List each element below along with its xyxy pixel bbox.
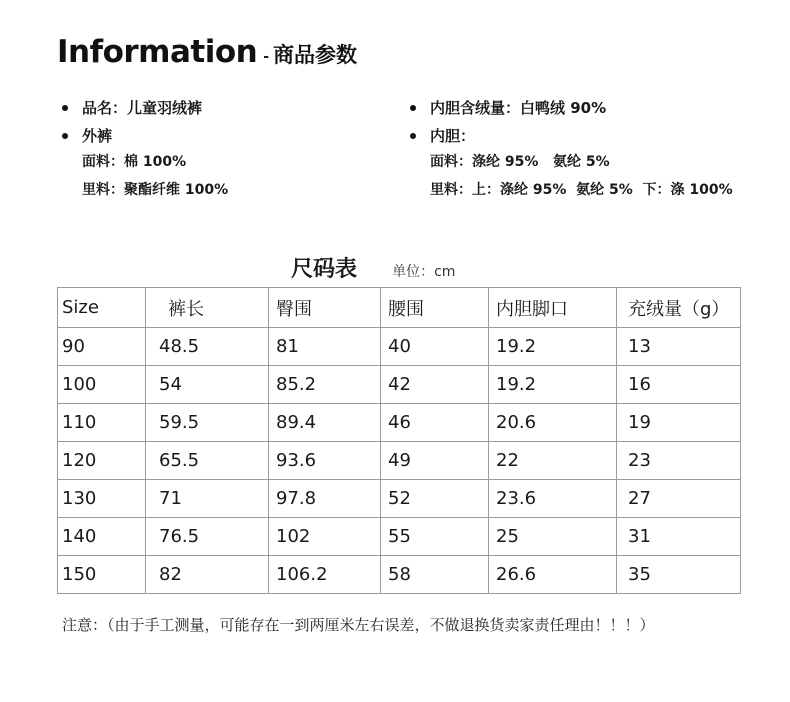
inner-fabric: 面料：涤纶 95% 氨纶 5% — [430, 154, 610, 170]
table-cell: 52 — [381, 480, 489, 518]
table-cell: 89.4 — [269, 404, 381, 442]
header-cell: 臀围 — [269, 288, 381, 328]
info-item-outer — [62, 122, 228, 150]
header-cell: 内胆脚口 — [489, 288, 617, 328]
table-cell: 40 — [381, 328, 489, 366]
table-cell: 120 — [58, 442, 146, 480]
info-left-column — [62, 94, 228, 206]
table-cell: 42 — [381, 366, 489, 404]
table-cell: 20.6 — [489, 404, 617, 442]
table-cell: 35 — [617, 556, 741, 594]
inner-text: 内胆： — [430, 127, 476, 145]
table-cell: 26.6 — [489, 556, 617, 594]
down-content-text: 内胆含绒量：白鸭绒 90% — [430, 99, 607, 117]
disclaimer-note: 注意：（由于手工测量，可能存在一到两厘米左右误差，不做退换货卖家责任理由！！！） — [62, 616, 655, 634]
info-item-down-content — [410, 94, 733, 122]
table-cell: 23.6 — [489, 480, 617, 518]
table-cell: 19.2 — [489, 366, 617, 404]
table-cell: 100 — [58, 366, 146, 404]
table-cell: 13 — [617, 328, 741, 366]
table-cell: 16 — [617, 366, 741, 404]
table-cell: 19 — [617, 404, 741, 442]
table-cell: 102 — [269, 518, 381, 556]
table-row — [58, 556, 741, 594]
table-cell: 85.2 — [269, 366, 381, 404]
table-cell: 59.5 — [146, 404, 269, 442]
header-cell: 腰围 — [381, 288, 489, 328]
table-cell: 140 — [58, 518, 146, 556]
table-cell: 55 — [381, 518, 489, 556]
table-cell: 81 — [269, 328, 381, 366]
table-row — [58, 404, 741, 442]
table-cell: 25 — [489, 518, 617, 556]
info-item-product-name — [62, 94, 228, 122]
size-table — [57, 287, 741, 594]
table-cell: 49 — [381, 442, 489, 480]
table-cell: 58 — [381, 556, 489, 594]
info-item-inner — [410, 122, 733, 150]
table-cell: 130 — [58, 480, 146, 518]
page-title — [57, 34, 357, 70]
table-cell: 150 — [58, 556, 146, 594]
table-cell: 19.2 — [489, 328, 617, 366]
table-cell: 46 — [381, 404, 489, 442]
outer-fabric: 面料：棉 100% — [82, 154, 187, 170]
title-chinese: 商品参数 — [273, 43, 358, 67]
table-cell: 71 — [146, 480, 269, 518]
table-cell: 97.8 — [269, 480, 381, 518]
table-row — [58, 480, 741, 518]
size-chart-title: 尺码表 — [291, 257, 358, 282]
table-cell: 82 — [146, 556, 269, 594]
header-cell: 充绒量（g） — [617, 288, 741, 328]
bullet-icon — [62, 133, 68, 139]
table-header-row — [58, 288, 741, 328]
inner-lining: 里料：上：涤纶 95% 氨纶 5% 下：涤 100% — [430, 182, 733, 198]
size-chart-unit: 单位：cm — [392, 264, 456, 280]
product-name-text: 品名：儿童羽绒裤 — [82, 99, 203, 117]
table-cell: 31 — [617, 518, 741, 556]
table-row — [58, 442, 741, 480]
header-cell: 裤长 — [146, 288, 269, 328]
table-cell: 54 — [146, 366, 269, 404]
bullet-icon — [410, 105, 416, 111]
outer-text: 外裤 — [82, 127, 113, 145]
title-english: Information — [57, 34, 258, 70]
outer-lining: 里料：聚酯纤维 100% — [82, 182, 229, 198]
table-row — [58, 366, 741, 404]
table-cell: 48.5 — [146, 328, 269, 366]
table-cell: 22 — [489, 442, 617, 480]
info-right-column — [410, 94, 733, 206]
table-cell: 106.2 — [269, 556, 381, 594]
table-cell: 76.5 — [146, 518, 269, 556]
table-cell: 27 — [617, 480, 741, 518]
table-cell: 110 — [58, 404, 146, 442]
table-cell: 65.5 — [146, 442, 269, 480]
table-cell: 23 — [617, 442, 741, 480]
table-row — [58, 518, 741, 556]
header-cell: Size — [58, 288, 146, 328]
title-separator: - — [263, 49, 270, 65]
size-chart-heading — [291, 252, 455, 283]
bullet-icon — [62, 105, 68, 111]
bullet-icon — [410, 133, 416, 139]
table-row — [58, 328, 741, 366]
table-cell: 93.6 — [269, 442, 381, 480]
table-cell: 90 — [58, 328, 146, 366]
